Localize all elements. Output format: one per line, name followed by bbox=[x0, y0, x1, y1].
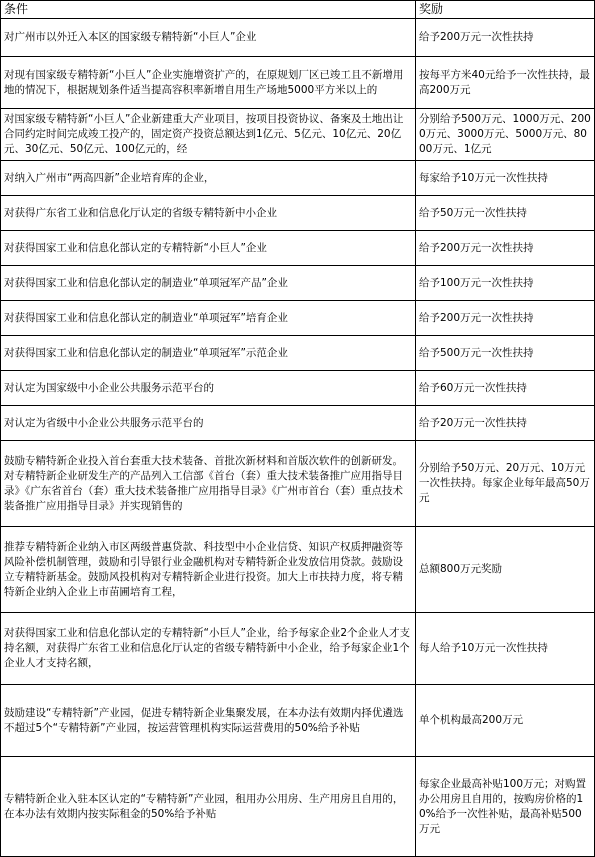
row-condition: 对认定为国家级中小企业公共服务示范平台的 bbox=[1, 371, 416, 406]
table-row bbox=[1, 441, 595, 527]
row-condition: 推荐专精特新企业纳入市区两级普惠贷款、科技型中小企业信贷、知识产权质押融资等风险补偿机制管理，鼓励和引导银行业金融机构对专精特新企业发放信用贷款。鼓励设立专精特新基金。鼓励风投机构对专精特新企业进行投资。加大上市扶持力度，将专精特新企业纳入企业上市苗圃培育工程， bbox=[1, 527, 416, 613]
row-reward: 每人给予10万元一次性扶持 bbox=[416, 613, 595, 685]
table-row bbox=[1, 613, 595, 685]
row-condition: 对纳入广州市“两高四新”企业培育库的企业， bbox=[1, 161, 416, 196]
row-reward: 给予50万元一次性扶持 bbox=[416, 196, 595, 231]
row-condition: 鼓励专精特新企业投入首台套重大技术装备、首批次新材料和首版次软件的创新研发。对专精特新企业研发生产的产品列入工信部《首台（套）重大技术装备推广应用指导目录》《广东省首台（套）重大技术装备推广应用指导目录》《广州市首台（套）重点技术装备推广应用指导目录》并实现销售的 bbox=[1, 441, 416, 527]
table-row bbox=[1, 196, 595, 231]
row-reward: 分别给予500万元、1000万元、2000万元、3000万元、5000万元、8000万元、1亿元 bbox=[416, 109, 595, 161]
row-condition: 对获得国家工业和信息化部认定的专精特新“小巨人”企业 bbox=[1, 231, 416, 266]
table-row bbox=[1, 406, 595, 441]
row-condition: 对获得广东省工业和信息化厅认定的省级专精特新中小企业 bbox=[1, 196, 416, 231]
row-reward: 每家给予10万元一次性扶持 bbox=[416, 161, 595, 196]
row-condition: 对广州市以外迁入本区的国家级专精特新“小巨人”企业 bbox=[1, 19, 416, 57]
table-header-row bbox=[1, 1, 595, 19]
table-row bbox=[1, 757, 595, 857]
header-condition: 条件 bbox=[1, 1, 416, 19]
row-condition: 对国家级专精特新“小巨人”企业新建重大产业项目，按项目投资协议、备案及土地出让合同约定时间完成竣工投产的，固定资产投资总额达到1亿元、5亿元、10亿元、20亿元、30亿元、50亿元、100亿元的，经 bbox=[1, 109, 416, 161]
table-row bbox=[1, 109, 595, 161]
row-reward: 每家企业最高补贴100万元；对购置办公用房且自用的，按购房价格的10%给予一次性补贴，最高补贴500万元 bbox=[416, 757, 595, 857]
row-reward: 给予200万元一次性扶持 bbox=[416, 301, 595, 336]
row-reward: 给予20万元一次性扶持 bbox=[416, 406, 595, 441]
table-row bbox=[1, 231, 595, 266]
table-row bbox=[1, 685, 595, 757]
table-row bbox=[1, 527, 595, 613]
row-reward: 按每平方米40元给予一次性扶持，最高200万元 bbox=[416, 57, 595, 109]
row-reward: 给予60万元一次性扶持 bbox=[416, 371, 595, 406]
row-condition: 对获得国家工业和信息化部认定的制造业“单项冠军”培育企业 bbox=[1, 301, 416, 336]
row-reward: 给予500万元一次性扶持 bbox=[416, 336, 595, 371]
header-reward: 奖励 bbox=[416, 1, 595, 19]
row-reward: 给予200万元一次性扶持 bbox=[416, 231, 595, 266]
row-reward: 总额800万元奖励 bbox=[416, 527, 595, 613]
table-row bbox=[1, 301, 595, 336]
table-row bbox=[1, 161, 595, 196]
row-reward: 给予200万元一次性扶持 bbox=[416, 19, 595, 57]
row-condition: 专精特新企业入驻本区认定的“专精特新”产业园，租用办公用房、生产用房且自用的，在本办法有效期内按实际租金的50%给予补贴 bbox=[1, 757, 416, 857]
table-row bbox=[1, 371, 595, 406]
row-reward: 给予100万元一次性扶持 bbox=[416, 266, 595, 301]
table-row bbox=[1, 19, 595, 57]
row-condition: 对获得国家工业和信息化部认定的制造业“单项冠军”示范企业 bbox=[1, 336, 416, 371]
table-row bbox=[1, 266, 595, 301]
row-reward: 单个机构最高200万元 bbox=[416, 685, 595, 757]
row-condition: 对获得国家工业和信息化部认定的制造业“单项冠军产品”企业 bbox=[1, 266, 416, 301]
table-row bbox=[1, 57, 595, 109]
table-row bbox=[1, 336, 595, 371]
row-condition: 鼓励建设“专精特新”产业园，促进专精特新企业集聚发展，在本办法有效期内择优遴选不超过5个“专精特新”产业园，按运营管理机构实际运营费用的50%给予补贴 bbox=[1, 685, 416, 757]
row-reward: 分别给予50万元、20万元、10万元一次性扶持。每家企业每年最高50万元 bbox=[416, 441, 595, 527]
row-condition: 对认定为省级中小企业公共服务示范平台的 bbox=[1, 406, 416, 441]
row-condition: 对现有国家级专精特新“小巨人”企业实施增资扩产的，在原规划厂区已竣工且不新增用地的情况下，根据规划条件适当提高容积率新增自用生产场地5000平方米以上的 bbox=[1, 57, 416, 109]
row-condition: 对获得国家工业和信息化部认定的专精特新“小巨人”企业，给予每家企业2个企业人才支持名额，对获得广东省工业和信息化厅认定的省级专精特新中小企业，给予每家企业1个企业人才支持名额， bbox=[1, 613, 416, 685]
